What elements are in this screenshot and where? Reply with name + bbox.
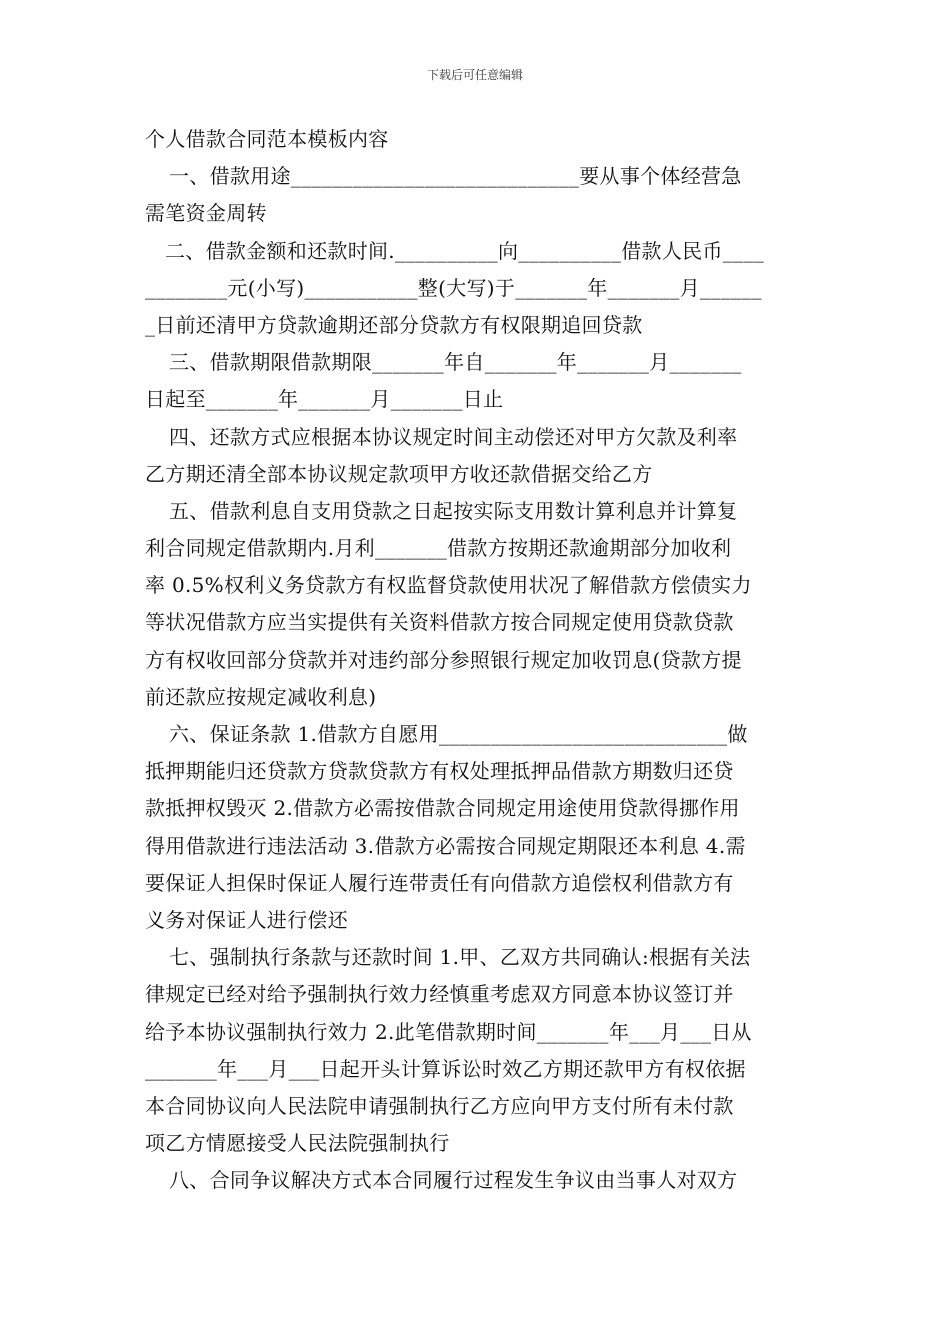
body-line: 款抵押权毁灭 2.借款方必需按借款合同规定用途使用贷款得挪作用	[145, 796, 740, 821]
body-line: 给予本协议强制执行效力 2.此笔借款期时间_______年___月___日从	[145, 1019, 752, 1044]
body-line: 八、合同争议解决方式本合同履行过程发生争议由当事人对双方	[169, 1168, 738, 1193]
document-title: 个人借款合同范本模板内容	[145, 127, 389, 151]
body-line: 二、借款金额和还款时间.__________向__________借款人民币____	[165, 238, 764, 263]
body-line: 日起至_______年_______月_______日止	[145, 387, 504, 412]
body-line: ________元(小写)___________整(大写)于_______年_______月______	[145, 275, 762, 300]
body-line: 项乙方情愿接受人民法院强制执行	[145, 1131, 450, 1156]
body-line: 前还款应按规定减收利息)	[145, 684, 377, 709]
body-line: _日前还清甲方贷款逾期还部分贷款方有权限期追回贷款	[145, 312, 643, 337]
body-line: 得用借款进行违法活动 3.借款方必需按合同规定期限还本利息 4.需	[145, 833, 746, 858]
body-line: 抵押期能归还贷款方贷款贷款方有权处理抵押品借款方期数归还贷	[145, 759, 734, 784]
document-body	[145, 121, 807, 1199]
body-line: 乙方期还清全部本协议规定款项甲方收还款借据交给乙方	[145, 461, 653, 486]
body-line: 等状况借款方应当实提供有关资料借款方按合同规定使用贷款贷款	[145, 610, 734, 635]
body-line: 要保证人担保时保证人履行连带责任有向借款方追偿权利借款方有	[145, 870, 734, 895]
body-line: 四、还款方式应根据本协议规定时间主动偿还对甲方欠款及利率	[169, 424, 738, 449]
body-line: 本合同协议向人民法院申请强制执行乙方应向甲方支付所有未付款	[145, 1093, 734, 1118]
body-line: 需笔资金周转	[145, 201, 267, 226]
body-line: 义务对保证人进行偿还	[145, 907, 348, 932]
body-line: 一、借款用途____________________________要从事个体经营急	[169, 164, 742, 189]
page-header-note: 下载后可任意编辑	[426, 68, 523, 82]
body-line: 七、强制执行条款与还款时间 1.甲、乙双方共同确认:根据有关法	[169, 945, 751, 970]
body-line: 六、保证条款 1.借款方自愿用____________________________做	[169, 722, 748, 746]
body-line: 五、借款利息自支用贷款之日起按实际支用数计算利息并计算复	[169, 498, 738, 523]
body-line: _______年___月___日起开头计算诉讼时效乙方期还款甲方有权依据	[145, 1056, 746, 1081]
body-line: 律规定已经对给予强制执行效力经慎重考虑双方同意本协议签订并	[145, 982, 734, 1007]
body-line: 率 0.5%权利义务贷款方有权监督贷款使用状况了解借款方偿债实力	[145, 573, 752, 598]
body-line: 方有权收回部分贷款并对违约部分参照银行规定加收罚息(贷款方提	[145, 647, 742, 672]
body-line: 利合同规定借款期内.月利_______借款方按期还款逾期部分加收利	[145, 536, 732, 561]
body-line: 三、借款期限借款期限_______年自_______年_______月_______	[169, 350, 742, 375]
